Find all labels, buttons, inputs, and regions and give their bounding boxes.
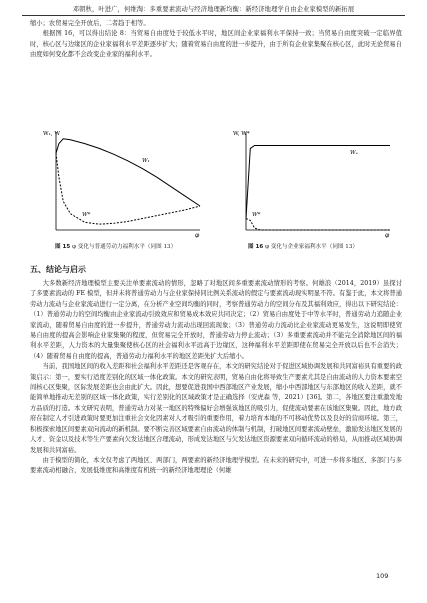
series-label-we: Wₑ <box>350 150 358 156</box>
figure-16 <box>232 126 397 242</box>
header-rule <box>22 15 405 16</box>
fig16-chart <box>232 126 397 238</box>
figure-16-caption <box>248 242 358 250</box>
paragraph: 大多数新经济地理模型主要关注单要素流动的情形，忽略了对地区间多重要素流动情形的考察。何雄浪（2014，2019）虽探讨了多要素流动的 FE 模型，但并未将普通劳动力与企业家保持同比例关系流动的假定与要素流动现实明显不符。有鉴于此，本文将普通劳动力流动与企业家流动进行一定分离，在分析产业空间均衡的同时，考察普通劳动力的空间分布及其福利效应，得出以下研究结论：（1）普通劳动力的空间均衡由企业家流动引致效应和贸易成本效应共同决定；（2）贸易自由度处于中等水平时，普通劳动力追随企业家流动，随着贸易自由度的进一步提升，普通劳动力流动出现回流现象；（3）普通劳动力流动比企业家流动更易发生，这说明即使贸易自由度的提高会影响企业家集聚的程度，但贸易完全开放时，普通劳动力停止流动；（3）多重要素流动并不能完全消除地区间的福利水平差距，人力资本的大量集聚使核心区的社会福利水平远高于边缘区，这种福利水平差距即使在贸易完全开放以后也不会消失；（4）随着贸易自由度的提高，普通劳动力福利水平的地区差距先扩大后缩小。 <box>30 280 402 360</box>
figure-15 <box>42 126 207 242</box>
series-line-w1 <box>56 139 200 206</box>
series-line-wstar <box>56 153 200 224</box>
series-label-wstar: W* <box>82 212 91 218</box>
paragraph: 由于模型的简化，本文仅考虑了两地区、两部门，两要素的新经济地理学模型。在未来的研究中，可进一步将多地区、多部门与多要素流动相融合，发展低维度和高维度有机统一的新经济地理理论（何雄 <box>30 456 402 475</box>
caption-number: 图 16 <box>248 244 264 250</box>
fig15-chart <box>42 126 207 238</box>
x-axis-label: φ <box>195 232 200 238</box>
series-label-wstar: W* <box>252 212 261 218</box>
x-axis-label: φ <box>385 232 390 238</box>
series-line-wstar <box>246 219 390 231</box>
y-axis-label: W₁, W <box>43 131 61 137</box>
running-header: 邓朝秋，叶进广，何维淘：多重要素流动与经济地理新均衡：新经济地理学自由企业家模型的新拓展 <box>72 6 355 13</box>
series-label-w1: W₁ <box>142 158 150 164</box>
caption-text: φ 变化与企业家福利水平（同图 13） <box>265 244 359 250</box>
caption-text: φ 变化与普通劳动力福利水平（同图 13） <box>72 244 177 250</box>
figure-15-caption <box>55 242 176 250</box>
paragraph: 缩小；农贸易完全开放后，二者趋于相等。 <box>30 20 150 27</box>
y-axis-label: W, W* <box>233 131 250 137</box>
top-text <box>30 19 402 61</box>
section-title: 五、结论与启示 <box>30 265 86 274</box>
page-number: 109 <box>376 572 389 580</box>
paragraph: 根据图 16，可以得出结论 8：当贸易自由度处于较低水平时，地区间企业家福利水平保持一致；当贸易自由度突破一定临界值时，核心区与边缘区的企业家福利水平差距逐步扩大；随着贸易自由度的进一步提升，由于所有企业家集聚在核心区，此时无论贸易自由度如何变化都不会改变企业家的福利水平。 <box>30 30 402 59</box>
bottom-text <box>30 279 402 477</box>
paragraph: 当前，我国地区间的收入差距和社会福利水平差距还是客观存在，本文的研究结论对于促进区域协调发展和共同富裕具有重要的政策启示：第一，要实行适度差别化的区域一体化政策。本文的研究表明，贸易自由化将导致生产要素尤其是自由流动的人力资本要素空间核心区集聚，区际发展差距也会由此扩大。因此，想要促进我国中西部地区产业发展，缩小中西部地区与东部地区的收入差距，就不能简单地推动无差别的区域一体化政策，实行差别化的区域政策才是正确选择（安虎森 等，2021）[36]。第二，各地区要注重激发地方品质的打造。本文研究表明，普通劳动力对某一地区的特殊偏好会增强该地区的吸引力，促使流动要素在该地区集聚。因此，地方政府在制定人才引进政策时要更加注重社会文化因素对人才吸引的重要作用，着力培育本地的不可移动优势以及良好的营商环境。第三，积极探索地区间要素双向流动的新机制。要不断完善区域要素自由流动的体制与机制，打破地区间要素流动壁垒，激励发达地区发展的人才、资金以及技术等生产要素向欠发达地区合理流动，形成发达地区与欠发达地区资源要素双向循环流动的格局，从而推动区域协调发展和共同富裕。 <box>30 363 402 454</box>
caption-number: 图 15 <box>55 244 71 250</box>
series-line-we <box>246 146 390 219</box>
